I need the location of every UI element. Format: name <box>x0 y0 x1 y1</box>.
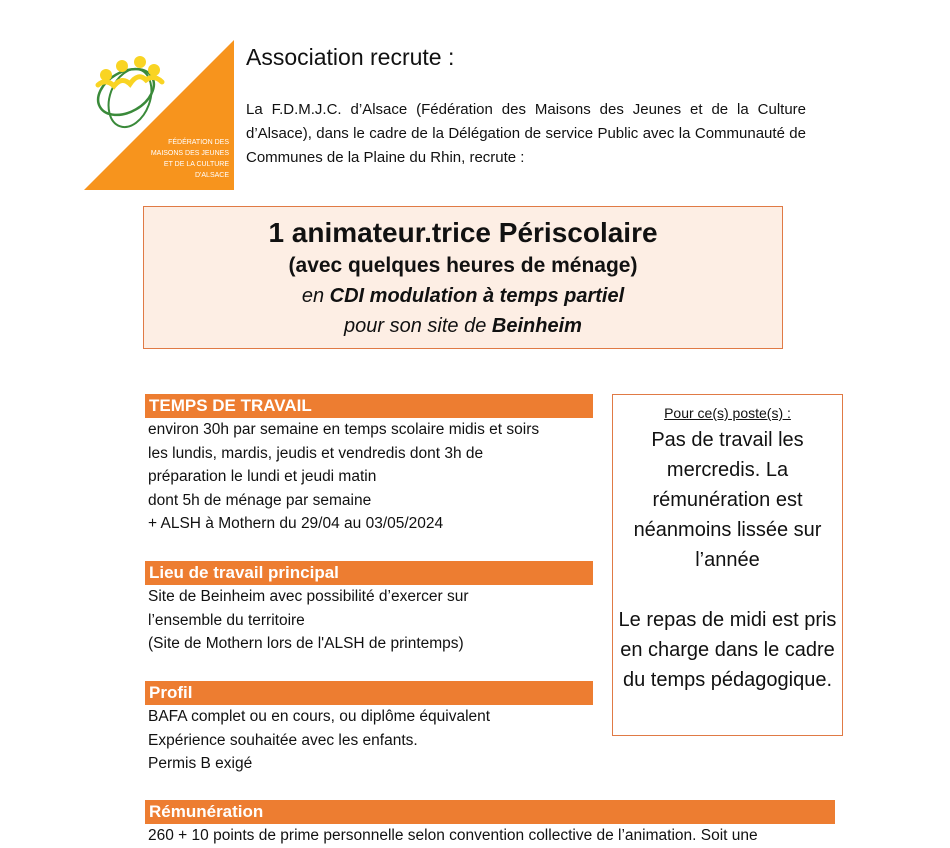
side-box-paragraph: Pas de travail les mercredis. La rémunération est néanmoins lissée sur l’année <box>633 429 822 571</box>
job-title-box <box>143 206 783 349</box>
section-line: les lundis, mardis, jeudis et vendredis dont 3h de <box>148 444 484 462</box>
site-prefix: pour son site de <box>344 315 492 337</box>
section-temps-de-travail <box>145 394 593 536</box>
side-box-paragraph: Le repas de midi est pris en charge dans le cadre du temps pédagogique. <box>618 609 837 691</box>
section-line: dont 5h de ménage par semaine <box>148 491 372 509</box>
section-profil <box>145 681 593 776</box>
svg-text:D'ALSACE: D'ALSACE <box>194 172 229 179</box>
page-heading: Association recrute : <box>246 44 455 70</box>
contract-type: CDI modulation à temps partiel <box>329 285 625 307</box>
section-lieu-de-travail <box>145 561 593 656</box>
site-name: Beinheim <box>491 315 582 337</box>
section-title: Rémunération <box>145 800 835 824</box>
section-title: TEMPS DE TRAVAIL <box>145 394 593 418</box>
section-title: Lieu de travail principal <box>145 561 593 585</box>
section-line: (Site de Mothern lors de l'ALSH de printemps) <box>148 635 464 652</box>
fdmjc-logo <box>84 40 234 190</box>
job-contract <box>144 281 782 311</box>
job-subtitle: (avec quelques heures de ménage) <box>288 254 638 277</box>
contract-prefix: en <box>301 285 330 307</box>
section-title: Profil <box>145 681 593 705</box>
section-line: 260 + 10 points de prime personnelle selon convention collective de l’animation. Soit une <box>148 827 758 844</box>
side-info-box <box>612 394 843 736</box>
section-line: BAFA complet ou en cours, ou diplôme équivalent <box>148 708 491 725</box>
intro-paragraph: La F.D.M.J.C. d’Alsace (Fédération des Maisons des Jeunes et de la Culture d’Alsace), dans le cadre de la Délégation de service Public avec la Communauté de Communes de la Plaine du Rhin, recrute : <box>246 101 806 166</box>
side-box-label: Pour ce(s) poste(s) : <box>664 405 791 421</box>
svg-text:MAISONS DES JEUNES: MAISONS DES JEUNES <box>150 150 229 157</box>
job-site <box>144 311 782 341</box>
section-line: l’ensemble du territoire <box>148 611 305 629</box>
job-title: 1 animateur.trice Périscolaire <box>268 217 658 248</box>
section-line: préparation le lundi et jeudi matin <box>148 468 377 485</box>
section-line: Site de Beinheim avec possibilité d’exercer sur <box>148 588 469 605</box>
svg-text:ET DE LA CULTURE: ET DE LA CULTURE <box>163 161 229 168</box>
section-remuneration <box>145 800 835 848</box>
section-line: Permis B exigé <box>148 755 253 772</box>
section-line: environ 30h par semaine en temps scolaire midis et soirs <box>148 421 540 438</box>
section-line: + ALSH à Mothern du 29/04 au 03/05/2024 <box>148 515 444 532</box>
section-line: Expérience souhaitée avec les enfants. <box>148 731 418 749</box>
logo-graphic <box>84 40 234 190</box>
svg-text:FÉDÉRATION DES: FÉDÉRATION DES <box>168 139 229 146</box>
